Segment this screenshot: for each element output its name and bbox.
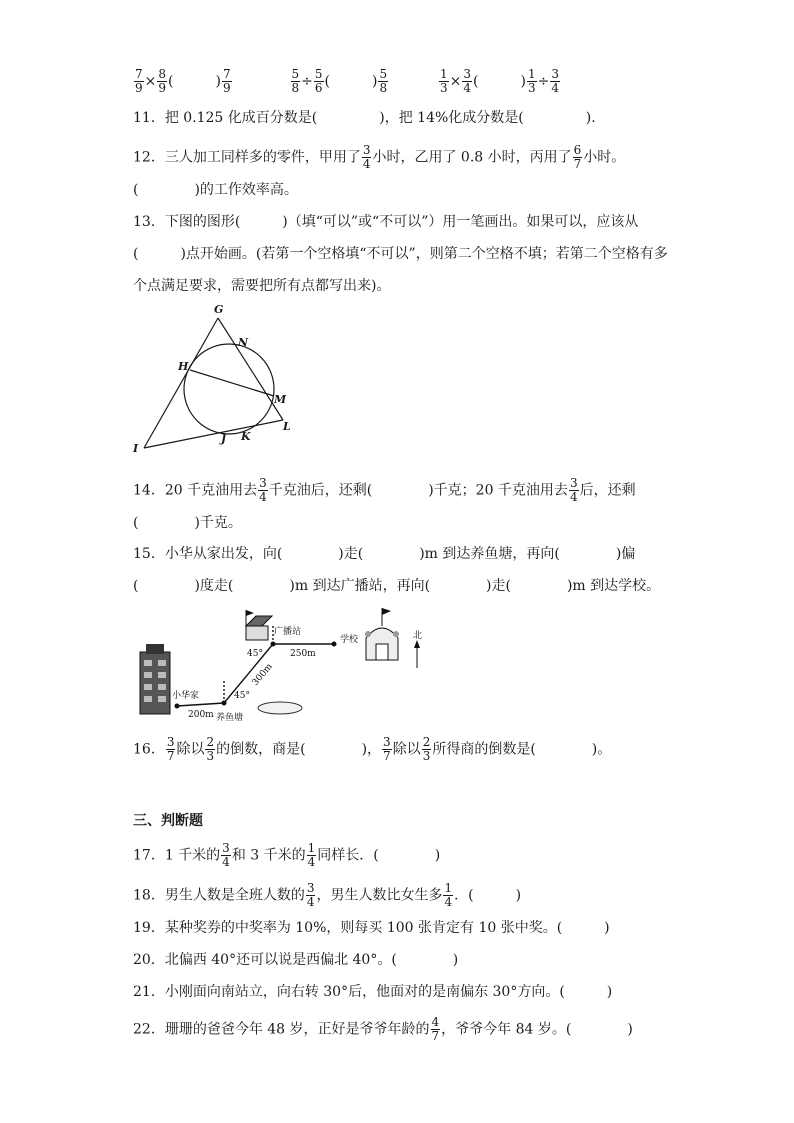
label-M: M <box>274 393 287 406</box>
route-map <box>130 604 430 722</box>
fraction: $\frac{3}{4}$ <box>362 143 371 171</box>
edge-IL <box>144 420 283 448</box>
fraction: $\frac{3}{4}$ <box>222 841 230 869</box>
question-19: 19．某种奖券的中奖率为 10%，则每买 100 张肯定有 10 张中奖。( ) <box>133 920 610 936</box>
question-17: 17．1 千米的 $\frac{3}{4}$ 和 3 千米的 $\frac{1}{4}$ 同样长．( ) <box>133 841 441 869</box>
label-school: 学校 <box>340 635 359 645</box>
fraction: $\frac{3}{4}$ <box>306 881 315 909</box>
fraction: $\frac{5}{8}$ <box>291 67 300 95</box>
label-K: K <box>241 430 251 443</box>
label-station: 广播站 <box>274 627 302 637</box>
fraction: $\frac{2}{3}$ <box>206 735 215 763</box>
label-G: G <box>214 303 224 316</box>
broadcast-station-icon <box>246 610 272 640</box>
question-12-line2: ( )的工作效率高。 <box>133 182 298 198</box>
blank[interactable]: ( ) <box>473 73 526 90</box>
label-d2: 300m <box>250 661 275 688</box>
fraction: $\frac{7}{9}$ <box>222 67 231 95</box>
fraction: $\frac{3}{7}$ <box>383 735 391 763</box>
label-I: I <box>133 442 139 455</box>
fraction: $\frac{5}{8}$ <box>379 67 388 95</box>
label-d3: 250m <box>290 649 316 659</box>
label-N: N <box>238 336 249 349</box>
label-L: L <box>283 420 291 433</box>
fraction: $\frac{4}{7}$ <box>431 1015 440 1043</box>
question-16: 16． $\frac{3}{7}$ 除以 $\frac{2}{3}$ 的倒数，商是( )， $\frac{3}{7}$ 除以 $\frac{2}{3}$ 所得商的倒数是( )。 <box>133 735 612 763</box>
question-20: 20．北偏西 40°还可以说是西偏北 40°。( ) <box>133 952 459 968</box>
question-15-line2: ( )度走( )m 到达广播站，再向( )走( )m 到达学校。 <box>133 578 661 594</box>
compare-row: $\frac{7}{9}$ × $\frac{8}{9}$ ( ) $\frac{7}{9}$ $\frac{5}{8}$ ÷ $\frac{5}{6}$ ( ) $\frac{5}{8}$ $\frac{1}{3}$ × $\frac{3}{4}$ ( ) $\frac{1}{3}$ ÷ $\frac{3}{4}$ <box>135 67 559 95</box>
fraction: $\frac{3}{4}$ <box>569 476 578 504</box>
fraction: $\frac{5}{6}$ <box>314 67 323 95</box>
fraction: $\frac{6}{7}$ <box>573 143 582 171</box>
label-home: 小华家 <box>172 691 200 701</box>
fraction: $\frac{3}{7}$ <box>166 735 175 763</box>
fraction: $\frac{7}{9}$ <box>135 67 143 95</box>
fraction: $\frac{3}{4}$ <box>463 67 472 95</box>
label-angle1: 45° <box>234 691 250 701</box>
path-home-pond <box>177 703 224 706</box>
fraction: $\frac{1}{4}$ <box>307 841 316 869</box>
label-angle2: 45° <box>247 649 263 659</box>
question-22: 22．珊珊的爸爸今年 48 岁，正好是爷爷年龄的 $\frac{4}{7}$ ，爷爷今年 84 岁。( ) <box>133 1015 633 1043</box>
circle <box>184 344 274 434</box>
geometry-figure <box>128 302 298 462</box>
school-icon <box>365 608 399 660</box>
label-d1: 200m <box>188 710 214 720</box>
label-H: H <box>178 360 189 373</box>
label-pond: 养鱼塘 <box>216 713 244 722</box>
edge-HM <box>190 370 274 396</box>
blank[interactable]: ( ) <box>168 73 221 90</box>
question-14: 14．20 千克油用去 $\frac{3}{4}$ 千克油后，还剩( )千克；20 千克油用去 $\frac{3}{4}$ 后，还剩 <box>133 476 636 504</box>
question-15-line1: 15．小华从家出发，向( )走( )m 到达养鱼塘，再向( )偏 <box>133 546 636 562</box>
label-J: J <box>221 432 227 445</box>
home-building-icon <box>140 644 170 714</box>
fraction: $\frac{8}{9}$ <box>158 67 167 95</box>
fraction: $\frac{3}{4}$ <box>259 476 267 504</box>
question-13-line3: 个点满足要求，需要把所有点都写出来)。 <box>133 278 391 294</box>
north-arrow-icon <box>414 640 420 668</box>
fish-pond-icon <box>258 702 302 714</box>
question-12: 12．三人加工同样多的零件，甲用了 $\frac{3}{4}$ 小时，乙用了 0.8 小时，丙用了 $\frac{6}{7}$ 小时。 <box>133 143 626 171</box>
question-21: 21．小刚面向南站立，向右转 30°后，他面对的是南偏东 30°方向。( ) <box>133 984 613 1000</box>
question-11: 11．把 0.125 化成百分数是( )，把 14%化成分数是( ). <box>133 110 596 126</box>
fraction: $\frac{3}{4}$ <box>551 67 559 95</box>
fraction: $\frac{1}{3}$ <box>440 67 448 95</box>
question-18: 18．男生人数是全班人数的 $\frac{3}{4}$ ，男生人数比女生多 $\frac{1}{4}$ ．( ) <box>133 881 522 909</box>
blank[interactable]: ( ) <box>324 73 378 90</box>
fraction: $\frac{1}{4}$ <box>444 881 453 909</box>
section-heading: 三、判断题 <box>133 813 203 829</box>
question-14-line2: ( )千克。 <box>133 515 242 531</box>
label-north: 北 <box>413 631 423 641</box>
question-13-line1: 13．下图的图形( )（填“可以”或“不可以”）用一笔画出。如果可以，应该从 <box>133 214 639 230</box>
fraction: $\frac{2}{3}$ <box>422 735 431 763</box>
question-13-line2: ( )点开始画。(若第一个空格填“不可以”，则第二个空格不填；若第二个空格有多 <box>133 246 668 262</box>
fraction: $\frac{1}{3}$ <box>527 67 536 95</box>
